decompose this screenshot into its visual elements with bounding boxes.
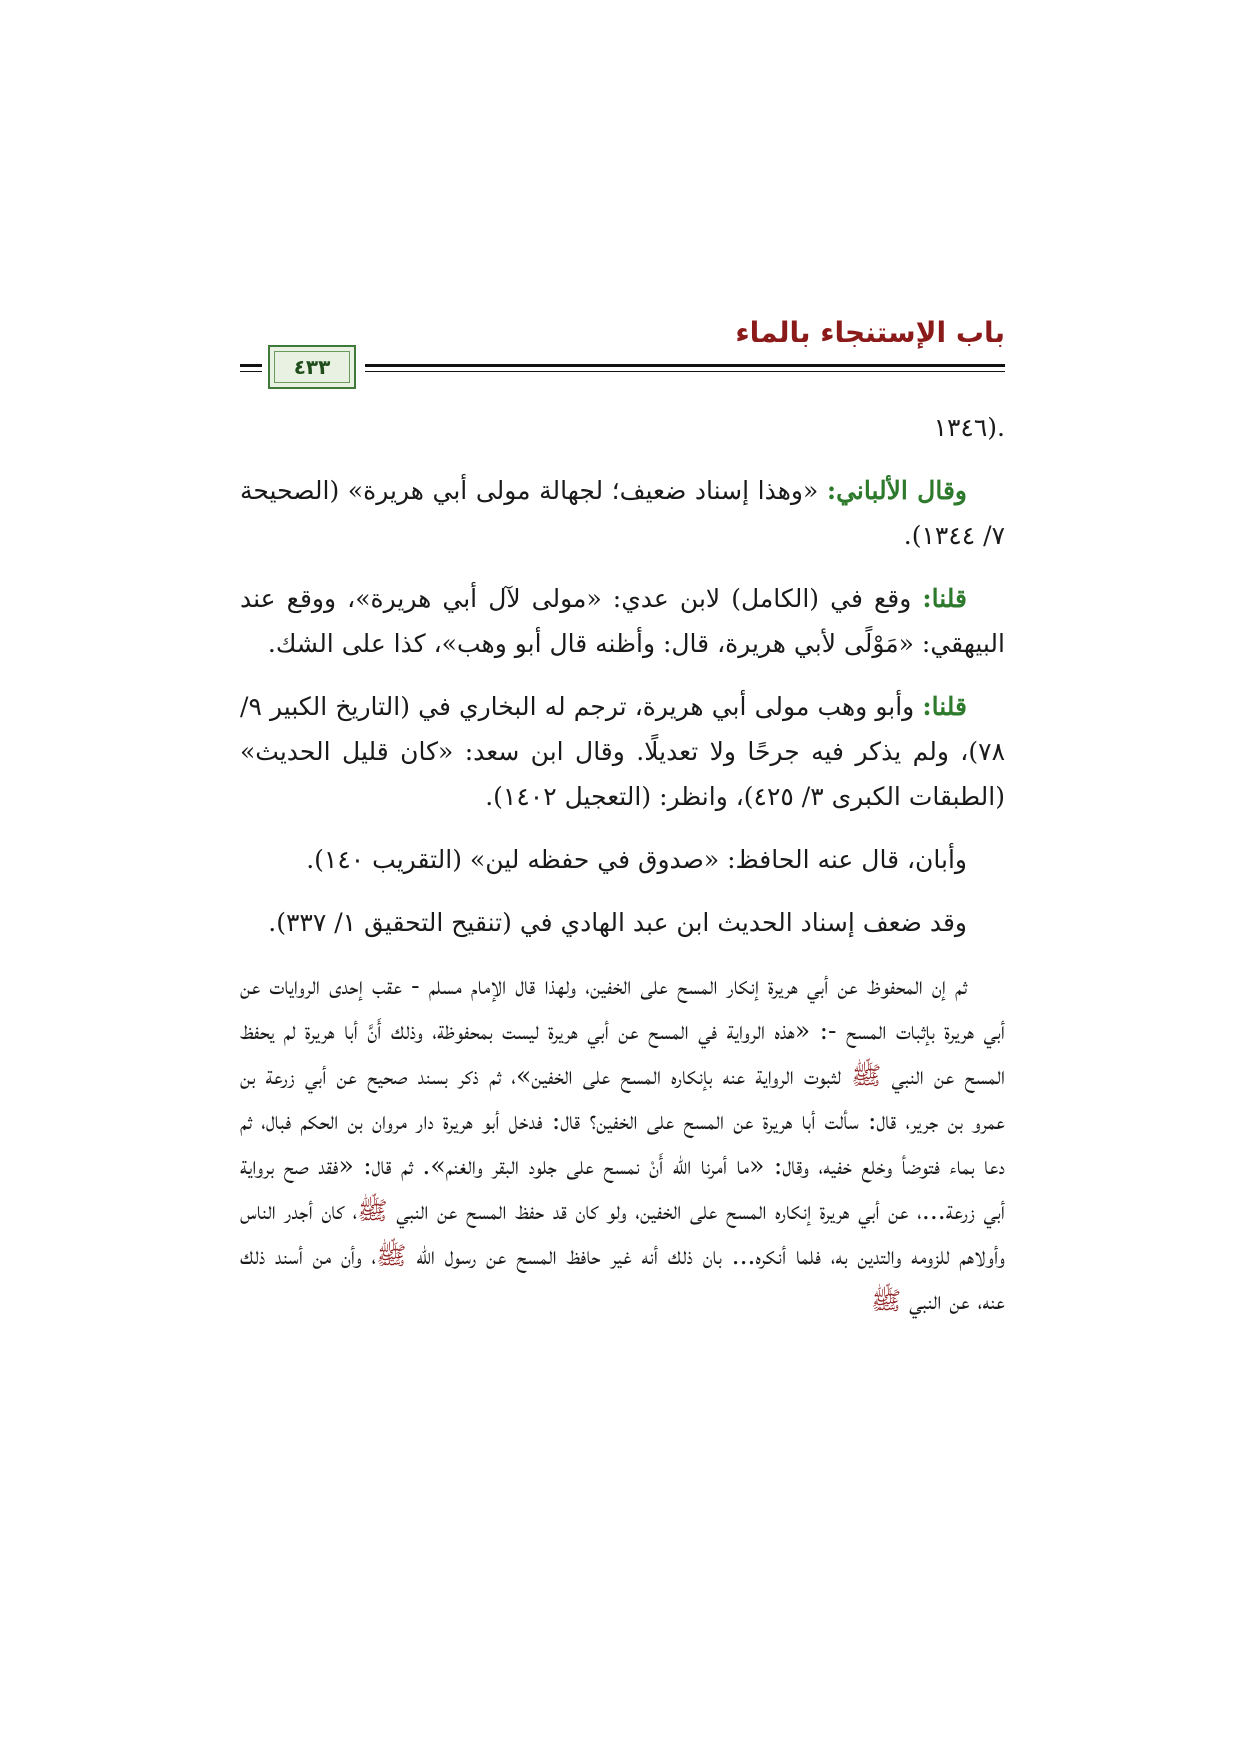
- qulna-label-1: قلنا:: [922, 584, 967, 613]
- qulna-label-2: قلنا:: [922, 692, 967, 721]
- paragraph-3-text: وقع في (الكامل) لابن عدي: «مولى لآل أبي هريرة»، ووقع عند البيهقي: «مَوْلًى لأبي هريرة، قال: وأظنه قال أبو وهب»، كذا على الشك.: [240, 584, 1005, 658]
- header-rule-left: [240, 364, 262, 367]
- page-header: [240, 300, 1005, 390]
- paragraph-7-part-a: ثم إن المحفوظ عن أبي هريرة إنكار المسح على الخفين، ولهذا قال الإمام مسلم - عقب إحدى الروايات عن أبي هريرة بإثبات المسح -: «هذه الرواية في المسح عن أبي هريرة ليست بمحفوظة، وذلك أَنَّ أبا هريرة لم يحفظ المسح عن النبي: [240, 971, 1006, 1090]
- paragraph-5-text: وأبان، قال عنه الحافظ: «صدوق في حفظه لين» (التقريب ١٤٠).: [306, 845, 967, 874]
- paragraph-4: [240, 684, 1005, 819]
- header-rule-right: [365, 364, 1005, 367]
- salutation-glyph: ﷺ: [871, 1286, 902, 1315]
- paragraph-1: [240, 405, 1005, 450]
- salutation-glyph: ﷺ: [376, 1241, 407, 1270]
- paragraph-5: [240, 837, 1005, 882]
- paragraph-7-part-b: لثبوت الرواية عنه بإنكاره المسح على الخفين»، ثم ذكر بسند صحيح عن أبي زرعة بن عمرو بن جرير، قال: سألت أبا هريرة عن المسح على الخفين؟ قال: فدخل أبو هريرة دار مروان بن الحكم فبال، ثم دعا بماء فتوضأ وخلع خفيه، وقال: «ما أمرنا الله أَنْ نمسح على جلود البقر والغنم». ثم قال: «فقد صح برواية أبي زرعة...، عن أبي هريرة إنكاره المسح على الخفين، ولو كان قد حفظ المسح عن النبي: [240, 1061, 1005, 1225]
- paragraph-1-text: .(١٣٤٦: [933, 413, 1005, 442]
- paragraph-7-part-d: ، وأن من أسند ذلك عنه، عن النبي: [240, 1241, 1005, 1315]
- body-text: [240, 405, 1005, 1341]
- paragraph-7-part-c: ، كان أجدر الناس وأولاهم للزومه والتدين به، فلما أنكره... بان ذلك أنه غير حافظ المسح عن رسول الله: [240, 1196, 1005, 1270]
- paragraph-6: [240, 900, 1005, 945]
- page-number-badge: [268, 345, 356, 389]
- salutation-glyph: ﷺ: [357, 1196, 388, 1225]
- chapter-title: باب الإستنجاء بالماء: [735, 316, 1005, 349]
- paragraph-6-text: وقد ضعف إسناد الحديث ابن عبد الهادي في (تنقيح التحقيق ١/ ٣٣٧).: [268, 908, 967, 937]
- header-rule-right-thin: [365, 371, 1005, 372]
- page-number: ٤٣٣: [293, 355, 331, 379]
- paragraph-7: [240, 963, 1005, 1323]
- paragraph-3: [240, 576, 1005, 666]
- header-rule-left-thin: [240, 371, 262, 372]
- albani-label: وقال الألباني:: [826, 476, 967, 505]
- salutation-glyph: ﷺ: [851, 1061, 882, 1090]
- paragraph-4-text: وأبو وهب مولى أبي هريرة، ترجم له البخاري في (التاريخ الكبير ٩/ ٧٨)، ولم يذكر فيه جرحًا ولا تعديلًا. وقال ابن سعد: «كان قليل الحديث» (الطبقات الكبرى ٣/ ٤٢٥)، وانظر: (التعجيل ١٤٠٢).: [240, 692, 1005, 811]
- paragraph-2: [240, 468, 1005, 558]
- paragraph-2-text: «وهذا إسناد ضعيف؛ لجهالة مولى أبي هريرة» (الصحيحة ٧/ ١٣٤٤).: [240, 476, 1005, 550]
